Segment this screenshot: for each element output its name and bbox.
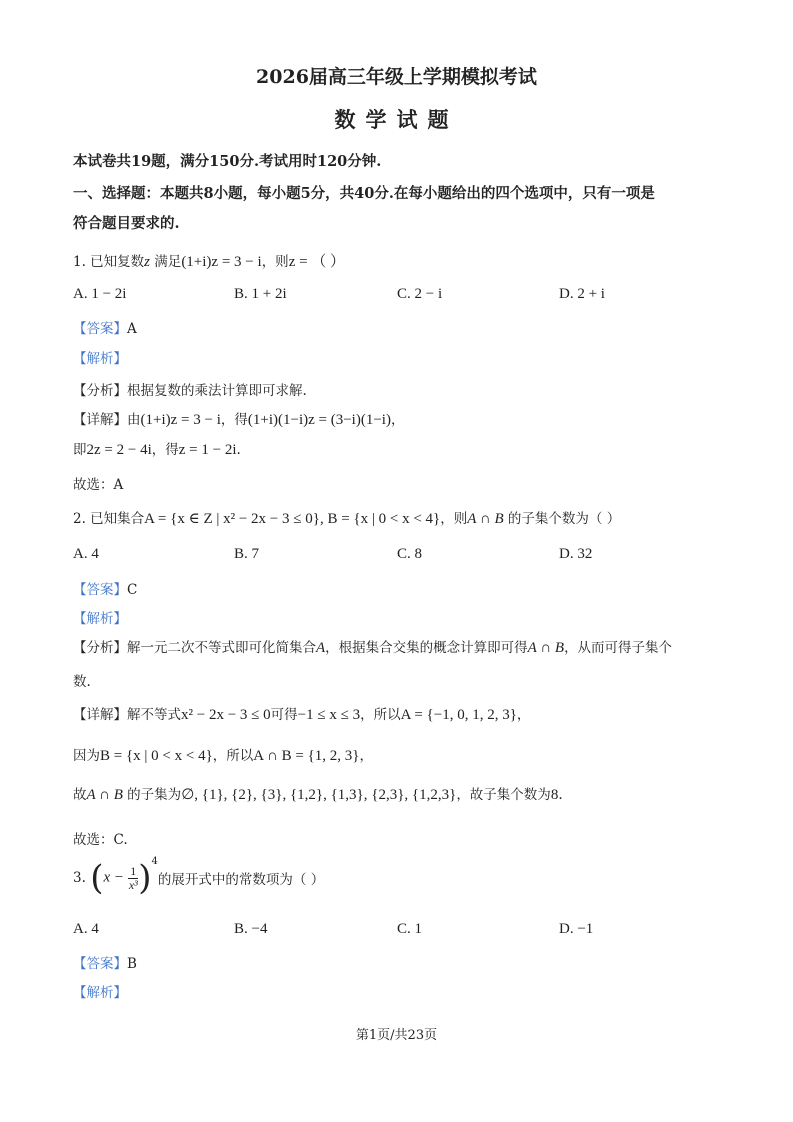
q1-xiangjie-eq2: (1+i)(1−i)z = (3−i)(1−i) [247, 412, 391, 428]
q2-answer [73, 578, 137, 598]
q2-line3-pre: 故 [73, 787, 87, 803]
q1-fenxi-label: 【分析】 [73, 383, 127, 399]
q3-exponent: 4 [151, 856, 158, 867]
q1-xiangjie-eq1: (1+i)z = 3 − i [140, 412, 221, 428]
q3-expr-x: x − [103, 869, 124, 886]
q2-fenxi [73, 636, 672, 657]
section1-heading-cont: 符合题目要求的. [73, 215, 180, 232]
q1-answer [73, 317, 137, 337]
q2-analysis-label: 【解析】 [73, 611, 127, 627]
q2-xiangjie-eq2: −1 ≤ x ≤ 3 [297, 707, 361, 723]
q2-option-d: D. 32 [559, 546, 593, 562]
q3-answer [73, 952, 137, 972]
section1-heading: 一、选择题：本题共8小题，每小题5分，共40分.在每小题给出的四个选项中，只有一项是 [73, 185, 655, 202]
q1-line2-pre: 即 [73, 442, 87, 458]
exam-intro: 本试卷共19题，满分150分.考试用时120分钟. [73, 153, 382, 170]
q1-xiangjie-pre: 由 [127, 412, 141, 428]
q2-option-a: A. 4 [73, 546, 99, 562]
q2-stem-pre: 2. 已知集合 [73, 511, 145, 527]
q2-fenxi-end: ，从而可得子集个 [564, 640, 673, 656]
q1-analysis-label: 【解析】 [73, 351, 127, 367]
q2-xiangjie-eq3: A = {−1, 0, 1, 2, 3} [400, 707, 517, 723]
q2-xiangjie-mid2: ，所以 [360, 707, 401, 723]
q2-xiangjie-eq: x² − 2x − 3 ≤ 0 [181, 707, 271, 723]
q1-stem-z: z [144, 254, 151, 270]
q2-line2-eq: B = {x | 0 < x < 4} [100, 748, 213, 764]
q1-answer-value: A [127, 321, 137, 337]
q3-stem [73, 858, 324, 898]
q1-stem [73, 250, 345, 271]
q2-line3-end: . [558, 787, 563, 803]
q3-frac-den: x³ [128, 877, 138, 892]
q2-stem-ab: A ∩ B [467, 511, 504, 527]
q2-stem [73, 507, 620, 528]
q2-xiangjie-pre: 解不等式 [127, 707, 181, 723]
q1-stem-pre: 1. 已知复数 [73, 254, 145, 270]
q3-option-d: D. −1 [559, 921, 594, 937]
q2-line2-eq2: A ∩ B = {1, 2, 3} [253, 748, 360, 764]
q2-xiangjie-line3 [73, 783, 563, 804]
q2-xiangjie-end: ， [516, 707, 531, 723]
q2-line2-mid: ，所以 [212, 748, 254, 764]
q3-answer-label: 【答案】 [73, 956, 127, 972]
q2-line2-pre: 因为 [73, 748, 100, 764]
q2-xiangjie [73, 703, 530, 724]
q2-answer-value: C [127, 582, 138, 598]
q2-line3-sets: ∅, {1}, {2}, {3}, {1,2}, {1,3}, {2,3}, {1,2,3} [181, 787, 457, 803]
q1-line2-eq2: z = 1 − 2i [178, 442, 237, 458]
q2-stem-sets: A = {x ∈ Z | x² − 2x − 3 ≤ 0}, B = {x | 0 < x < 4} [144, 511, 441, 527]
q1-stem-mid: 满足 [150, 254, 182, 270]
q2-line3-ab: A ∩ B [86, 787, 123, 803]
q1-stem-eq: (1+i)z = 3 − i [181, 254, 262, 270]
q2-line3-mid: 的子集为 [122, 787, 182, 803]
q1-option-d: D. 2 + i [559, 286, 605, 302]
q3-option-c: C. 1 [397, 921, 423, 937]
q3-frac-num: 1 [130, 863, 137, 878]
q1-fenxi [73, 379, 307, 399]
q2-xiangjie-mid: 可得 [270, 707, 298, 723]
q2-fenxi-mid: ，根据集合交集的概念计算即可得 [325, 640, 528, 656]
q1-xiangjie-end: ， [390, 412, 405, 428]
q1-option-b: B. 1 + 2i [234, 286, 287, 302]
page-title: 2026届高三年级上学期模拟考试 [256, 66, 537, 88]
q2-xiangjie-line2 [73, 744, 373, 765]
q1-fenxi-text: 根据复数的乘法计算即可求解. [127, 383, 307, 399]
q2-choose: 故选：C. [73, 832, 128, 848]
q1-line2-mid: ，得 [151, 442, 179, 458]
q3-option-a: A. 4 [73, 921, 99, 937]
q1-option-a: A. 1 − 2i [73, 286, 127, 302]
q1-answer-label: 【答案】 [73, 321, 127, 337]
q1-choose: 故选：A [73, 477, 124, 493]
q3-fraction [128, 865, 138, 892]
q3-answer-value: B [127, 956, 137, 972]
q1-line2-eq: 2z = 2 − 4i [86, 442, 152, 458]
q1-xiangjie-line2 [73, 438, 241, 459]
q3-num: 3. [73, 870, 86, 886]
q2-line2-end: ， [359, 748, 373, 764]
q2-line3-n: 8 [550, 787, 559, 803]
q2-stem-mid: ，则 [440, 511, 468, 527]
q1-option-c: C. 2 − i [397, 286, 443, 302]
q2-stem-post: 的子集个数为（ ） [503, 511, 621, 527]
q3-left-paren: ( [90, 858, 104, 898]
q2-fenxi-line2: 数. [73, 674, 91, 690]
q3-stem-post: 的展开式中的常数项为（ ） [157, 872, 325, 888]
q3-analysis-label: 【解析】 [73, 985, 127, 1001]
q1-xiangjie [73, 408, 404, 429]
page-subject: 数学试题 [334, 107, 459, 132]
q2-option-c: C. 8 [397, 546, 423, 562]
q3-option-b: B. −4 [234, 921, 268, 937]
q2-fenxi-label: 【分析】 [73, 640, 127, 656]
page-footer: 第1页/共23页 [355, 1028, 438, 1043]
q1-line2-end: . [236, 442, 241, 458]
q2-fenxi-pre: 解一元二次不等式即可化简集合 [127, 640, 316, 656]
q2-answer-label: 【答案】 [73, 582, 127, 598]
q3-right-paren: ) [138, 858, 152, 898]
q1-stem-post: ，则 [261, 254, 289, 270]
q1-xiangjie-mid: ，得 [220, 412, 248, 428]
q1-xiangjie-label: 【详解】 [73, 412, 127, 428]
q1-stem-z2: z = （ ） [288, 254, 346, 270]
q2-fenxi-ab: A ∩ B [527, 640, 565, 656]
q2-fenxi-a: A [316, 640, 326, 656]
q2-line3-mid2: ，故子集个数为 [456, 787, 551, 803]
q2-option-b: B. 7 [234, 546, 260, 562]
q2-xiangjie-label: 【详解】 [73, 707, 127, 723]
